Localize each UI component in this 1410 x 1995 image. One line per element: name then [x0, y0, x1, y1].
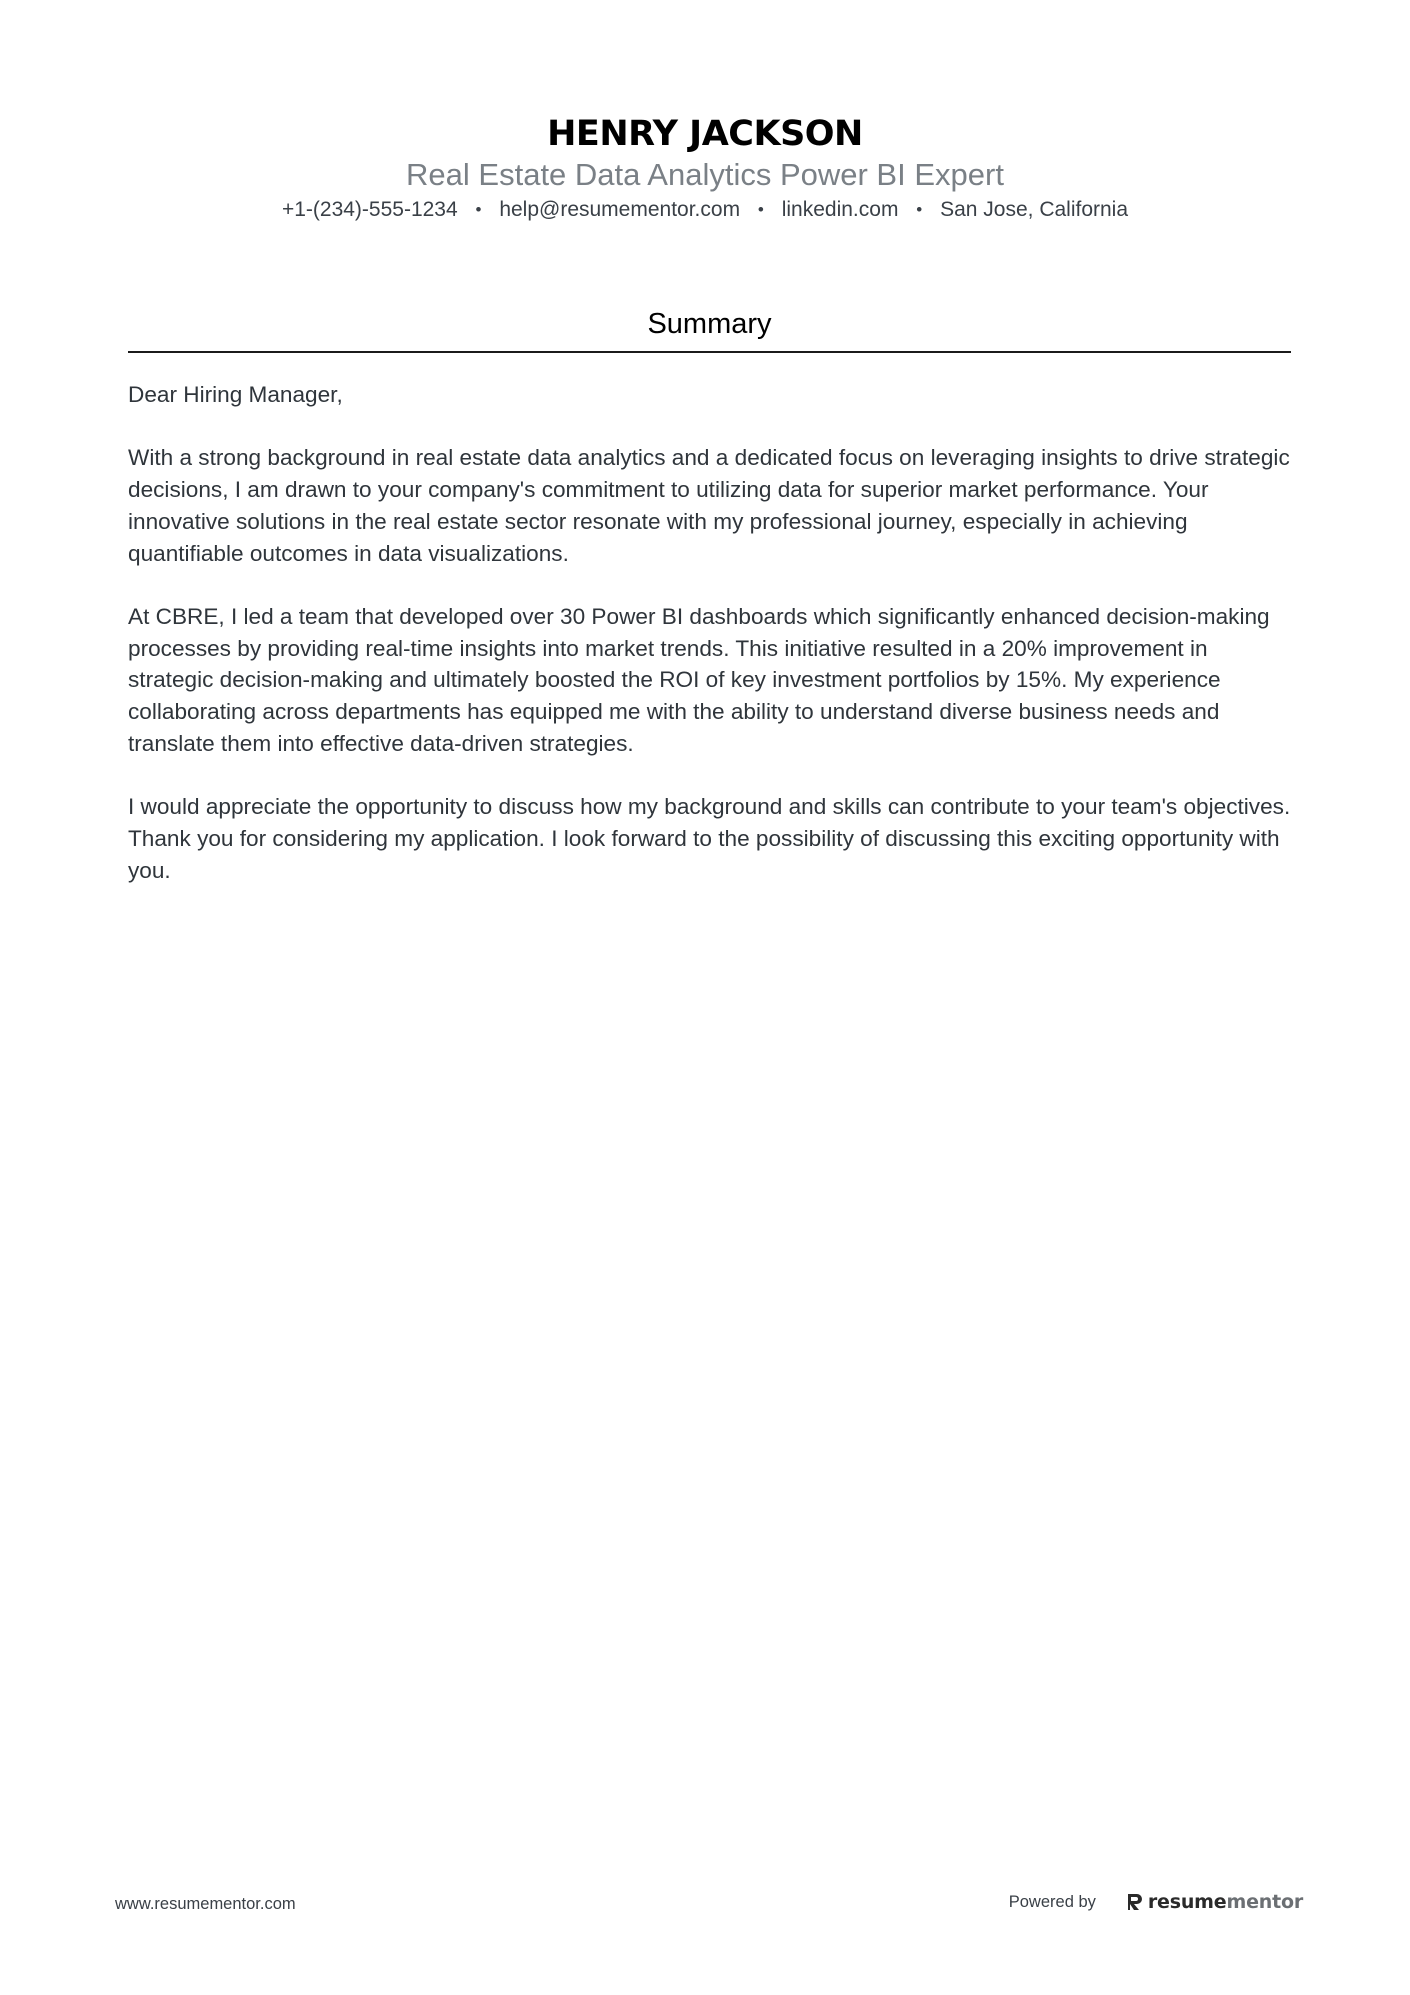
location: San Jose, California — [940, 198, 1129, 221]
contact-line — [0, 196, 1410, 224]
letter-body — [128, 379, 1291, 918]
letter-paragraph: At CBRE, I led a team that developed over 30 Power BI dashboards which significantly enhanced decision-making processes by providing real-time insights into market trends. This initiative resulted in a 20% improvement in strategic decision-making and ultimately boosted the ROI of key investment portfolios by 15%. My experience collaborating across departments has equipped me with the ability to understand diverse business needs and translate them into effective data-driven strategies. — [128, 603, 1270, 756]
footer-branding — [1009, 1891, 1303, 1913]
candidate-name: HENRY JACKSON — [547, 114, 863, 154]
linkedin-link[interactable]: linkedin.com — [781, 198, 899, 221]
salutation: Dear Hiring Manager, — [128, 382, 343, 407]
separator-dot: • — [916, 200, 923, 219]
brand-name-part1: resume — [1147, 1891, 1227, 1913]
separator-dot: • — [757, 200, 764, 219]
brand-logo[interactable] — [1126, 1891, 1303, 1913]
section-title-summary: Summary — [647, 308, 772, 340]
resume-header — [0, 112, 1410, 224]
resumementor-logo-icon — [1126, 1892, 1144, 1912]
footer-website[interactable]: www.resumementor.com — [115, 1895, 296, 1913]
letter-paragraph: I would appreciate the opportunity to discuss how my background and skills can contribute to your team's objectives. Thank you for considering my application. I look forward to the possibility of discussing this exciting opportunity with you. — [128, 794, 1291, 883]
email-address[interactable]: help@resumementor.com — [499, 198, 741, 221]
separator-dot: • — [475, 200, 482, 219]
powered-by-label: Powered by — [1008, 1892, 1096, 1911]
letter-paragraph: With a strong background in real estate data analytics and a dedicated focus on leveraging insights to drive strategic decisions, I am drawn to your company's commitment to utilizing data for superior market performance. Your innovative solutions in the real estate sector resonate with my professional journey, especially in achieving quantifiable outcomes in data visualizations. — [128, 445, 1290, 566]
brand-name-part2: mentor — [1226, 1891, 1303, 1913]
section-divider — [128, 351, 1291, 353]
job-title: Real Estate Data Analytics Power BI Expert — [406, 157, 1004, 192]
phone-number: +1-(234)-555-1234 — [281, 198, 458, 221]
